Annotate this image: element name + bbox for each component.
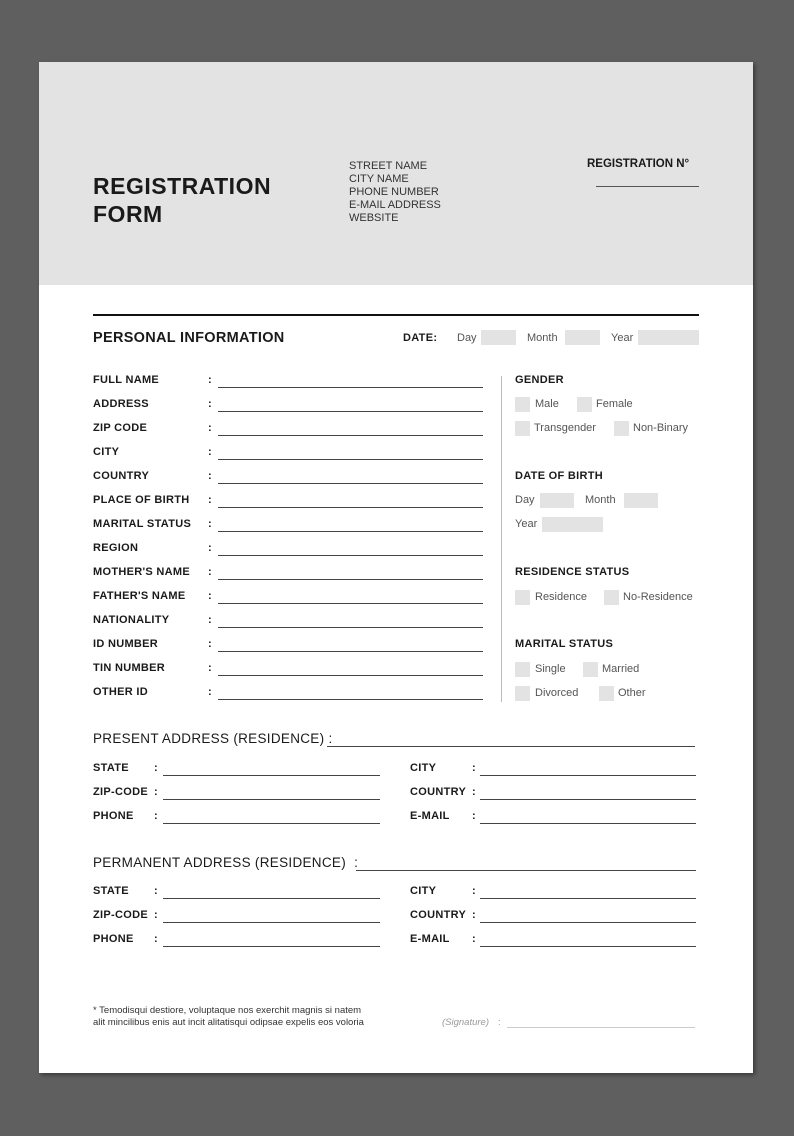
date-label: DATE:: [403, 332, 438, 344]
permanent-label-phone: PHONE: [93, 933, 134, 945]
dob-year-label: Year: [515, 518, 538, 530]
checkbox-married[interactable]: [583, 662, 598, 677]
date-day-field[interactable]: [481, 330, 516, 345]
checkbox-non-binary[interactable]: [614, 421, 629, 436]
contact-street: STREET NAME: [349, 160, 428, 172]
option-label-divorced: Divorced: [535, 687, 579, 699]
checkbox-divorced[interactable]: [515, 686, 530, 701]
residence-heading: RESIDENCE STATUS: [515, 566, 630, 578]
field-label-place-of-birth: PLACE OF BIRTH: [93, 494, 190, 506]
field-label-nationality: NATIONALITY: [93, 614, 170, 626]
footer-note-line-2: alit mincilibus enis aut incit alitatisqui odipsae expelis eos voloria: [93, 1017, 364, 1028]
gender-heading: GENDER: [515, 374, 564, 386]
dob-day-field[interactable]: [540, 493, 574, 508]
registration-number-label: REGISTRATION N°: [587, 158, 690, 170]
option-label-non-binary: Non-Binary: [633, 422, 689, 434]
colon: :: [472, 933, 476, 945]
field-label-other-id: OTHER ID: [93, 686, 148, 698]
dob-day-label: Day: [515, 494, 535, 506]
option-label-married: Married: [602, 663, 640, 675]
colon: :: [154, 909, 158, 921]
present-input-city[interactable]: [480, 775, 696, 776]
field-label-country: COUNTRY: [93, 470, 150, 482]
present-address-field[interactable]: [327, 746, 695, 747]
present-input-state[interactable]: [163, 775, 380, 776]
colon: :: [154, 810, 158, 822]
present-label-e-mail: E-MAIL: [410, 810, 450, 822]
colon: :: [472, 762, 476, 774]
present-label-country: COUNTRY: [410, 786, 467, 798]
date-year-label: Year: [611, 332, 634, 344]
permanent-input-phone[interactable]: [163, 946, 380, 947]
present-address-heading: [93, 731, 333, 746]
field-input-full-name[interactable]: [218, 387, 483, 388]
dob-heading: DATE OF BIRTH: [515, 470, 604, 482]
field-label-city: CITY: [93, 446, 120, 458]
option-label-male: Male: [535, 398, 559, 410]
field-input-id-number[interactable]: [218, 651, 483, 652]
permanent-address-field[interactable]: [356, 870, 696, 871]
field-input-father-s-name[interactable]: [218, 603, 483, 604]
date-month-field[interactable]: [565, 330, 600, 345]
checkbox-male[interactable]: [515, 397, 530, 412]
option-label-no-residence: No-Residence: [623, 591, 693, 603]
colon: :: [208, 494, 212, 506]
field-input-zip-code[interactable]: [218, 435, 483, 436]
colon: :: [472, 786, 476, 798]
colon: :: [154, 762, 158, 774]
present-label-city: CITY: [410, 762, 437, 774]
colon: :: [154, 933, 158, 945]
field-input-country[interactable]: [218, 483, 483, 484]
title-line-2: FORM: [93, 201, 163, 227]
colon: :: [328, 731, 333, 746]
checkbox-residence[interactable]: [515, 590, 530, 605]
permanent-input-zip-code[interactable]: [163, 922, 380, 923]
marital-heading: MARITAL STATUS: [515, 638, 614, 650]
colon: :: [208, 518, 212, 530]
checkbox-no-residence[interactable]: [604, 590, 619, 605]
permanent-label-state: STATE: [93, 885, 129, 897]
colon: :: [208, 686, 212, 698]
footer-note-line-1: * Temodisqui destiore, voluptaque nos exerchit magnis si natem: [93, 1005, 362, 1016]
field-label-mother-s-name: MOTHER'S NAME: [93, 566, 190, 578]
field-input-marital-status[interactable]: [218, 531, 483, 532]
present-input-zip-code[interactable]: [163, 799, 380, 800]
checkbox-transgender[interactable]: [515, 421, 530, 436]
permanent-input-city[interactable]: [480, 898, 696, 899]
signature-label: (Signature): [442, 1017, 489, 1028]
colon: :: [208, 614, 212, 626]
footer-note: [93, 1005, 364, 1029]
permanent-address-heading: [93, 855, 358, 870]
date-day-label: Day: [457, 332, 477, 344]
signature-field[interactable]: [507, 1027, 695, 1028]
contact-city: CITY NAME: [349, 173, 409, 185]
dob-year-field[interactable]: [542, 517, 603, 532]
colon: :: [208, 398, 212, 410]
field-input-other-id[interactable]: [218, 699, 483, 700]
colon: :: [208, 566, 212, 578]
field-input-nationality[interactable]: [218, 627, 483, 628]
present-label-state: STATE: [93, 762, 129, 774]
personal-info-heading: PERSONAL INFORMATION: [93, 330, 285, 346]
field-label-zip-code: ZIP CODE: [93, 422, 148, 434]
permanent-label-country: COUNTRY: [410, 909, 467, 921]
dob-month-field[interactable]: [624, 493, 658, 508]
permanent-input-state[interactable]: [163, 898, 380, 899]
field-label-address: ADDRESS: [93, 398, 149, 410]
signature-colon: :: [498, 1017, 501, 1028]
permanent-address-title: PERMANENT ADDRESS (RESIDENCE): [93, 855, 346, 870]
field-label-marital-status: MARITAL STATUS: [93, 518, 192, 530]
registration-number-field[interactable]: [596, 186, 699, 187]
field-label-id-number: ID NUMBER: [93, 638, 159, 650]
colon: :: [472, 810, 476, 822]
date-year-field[interactable]: [638, 330, 699, 345]
contact-email: E-MAIL ADDRESS: [349, 199, 441, 211]
column-divider: [501, 376, 502, 702]
colon: :: [472, 885, 476, 897]
colon: :: [208, 470, 212, 482]
field-input-tin-number[interactable]: [218, 675, 483, 676]
colon: :: [208, 590, 212, 602]
option-label-residence: Residence: [535, 591, 587, 603]
permanent-label-e-mail: E-MAIL: [410, 933, 450, 945]
form-title: [93, 172, 271, 228]
checkbox-other[interactable]: [599, 686, 614, 701]
contact-info: [349, 160, 441, 225]
field-label-full-name: FULL NAME: [93, 374, 160, 386]
field-label-tin-number: TIN NUMBER: [93, 662, 166, 674]
registration-form-page: [39, 62, 753, 1073]
date-month-label: Month: [527, 332, 558, 344]
field-input-mother-s-name[interactable]: [218, 579, 483, 580]
contact-website: WEBSITE: [349, 212, 399, 224]
colon: :: [208, 422, 212, 434]
contact-phone: PHONE NUMBER: [349, 186, 439, 198]
checkbox-single[interactable]: [515, 662, 530, 677]
field-input-region[interactable]: [218, 555, 483, 556]
present-input-e-mail[interactable]: [480, 823, 696, 824]
colon: :: [208, 638, 212, 650]
option-label-other: Other: [618, 687, 646, 699]
present-address-title: PRESENT ADDRESS (RESIDENCE): [93, 731, 325, 746]
present-input-phone[interactable]: [163, 823, 380, 824]
field-input-place-of-birth[interactable]: [218, 507, 483, 508]
present-label-phone: PHONE: [93, 810, 134, 822]
present-label-zip-code: ZIP-CODE: [93, 786, 148, 798]
colon: :: [208, 662, 212, 674]
colon: :: [354, 855, 359, 870]
present-input-country[interactable]: [480, 799, 696, 800]
field-input-city[interactable]: [218, 459, 483, 460]
option-label-female: Female: [596, 398, 633, 410]
checkbox-female[interactable]: [577, 397, 592, 412]
colon: :: [208, 374, 212, 386]
field-input-address[interactable]: [218, 411, 483, 412]
colon: :: [208, 446, 212, 458]
permanent-label-zip-code: ZIP-CODE: [93, 909, 148, 921]
colon: :: [154, 885, 158, 897]
field-label-father-s-name: FATHER'S NAME: [93, 590, 186, 602]
section-divider: [93, 314, 699, 316]
option-label-single: Single: [535, 663, 566, 675]
permanent-label-city: CITY: [410, 885, 437, 897]
field-label-region: REGION: [93, 542, 139, 554]
dob-month-label: Month: [585, 494, 616, 506]
permanent-input-e-mail[interactable]: [480, 946, 696, 947]
permanent-input-country[interactable]: [480, 922, 696, 923]
colon: :: [154, 786, 158, 798]
colon: :: [472, 909, 476, 921]
option-label-transgender: Transgender: [534, 422, 596, 434]
title-line-1: REGISTRATION: [93, 173, 272, 199]
colon: :: [208, 542, 212, 554]
